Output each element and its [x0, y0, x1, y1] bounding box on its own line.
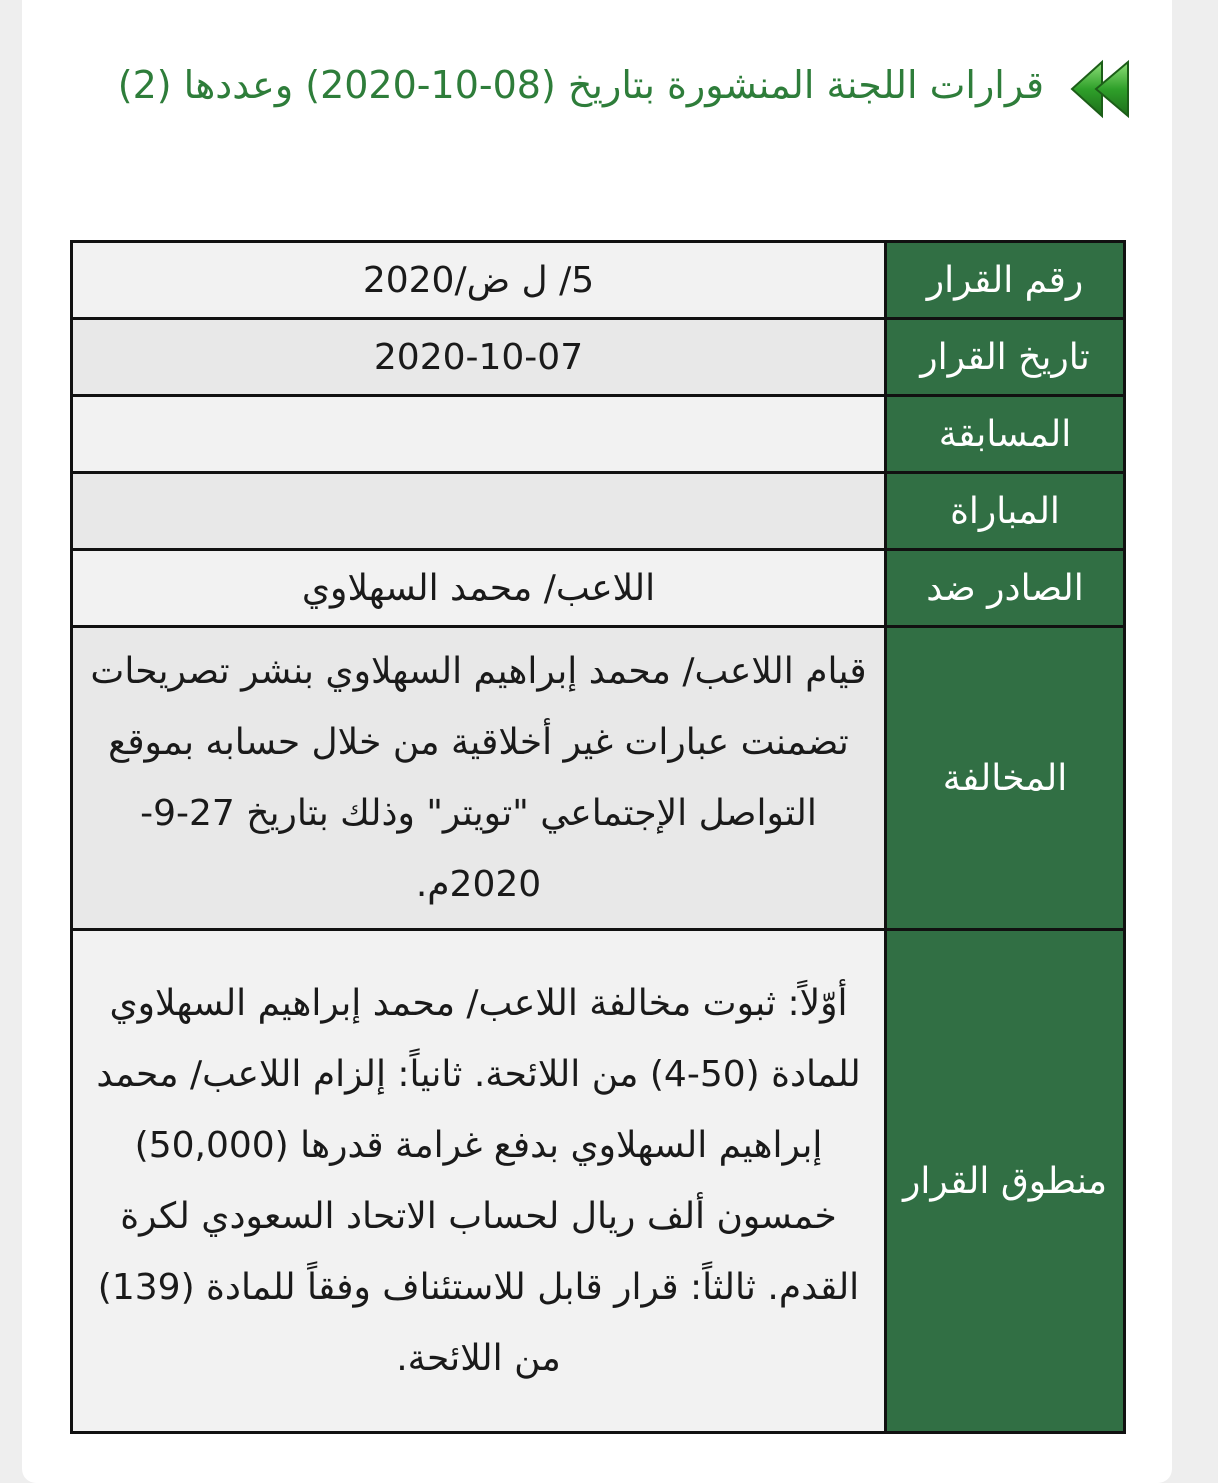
row-label: المباراة [886, 473, 1125, 550]
content-card [22, 0, 1172, 1483]
row-label: المسابقة [886, 396, 1125, 473]
decision-table [70, 240, 1126, 1434]
table-row-competition [72, 396, 1125, 473]
table-row-verdict [72, 930, 1125, 1433]
row-value: 5/ ل ض/2020 [72, 242, 886, 319]
row-value [72, 396, 886, 473]
row-value: قيام اللاعب/ محمد إبراهيم السهلاوي بنشر تصريحات تضمنت عبارات غير أخلاقية من خلال حسابه بموقع التواصل الإجتماعي "تويتر" وذلك بتاريخ 27-9-2020م. [72, 627, 886, 930]
row-value: اللاعب/ محمد السهلاوي [72, 550, 886, 627]
table-row-issued-against [72, 550, 1125, 627]
row-label: تاريخ القرار [886, 319, 1125, 396]
table-row-decision-date [72, 319, 1125, 396]
page-title: قرارات اللجنة المنشورة بتاريخ (08-10-2020) وعددها (2) [117, 63, 1044, 107]
row-label: المخالفة [886, 627, 1125, 930]
row-value: أوّلاً: ثبوت مخالفة اللاعب/ محمد إبراهيم السهلاوي للمادة (50-4) من اللائحة. ثانياً: إلزام اللاعب/ محمد إبراهيم السهلاوي بدفع غرامة قدرها (50,000) خمسون ألف ريال لحساب الاتحاد السعودي لكرة القدم. ثالثاً: قرار قابل للاستئناف وفقاً للمادة (139) من اللائحة. [72, 930, 886, 1433]
table-row-match [72, 473, 1125, 550]
table-row-violation [72, 627, 1125, 930]
row-label: منطوق القرار [886, 930, 1125, 1433]
row-label: الصادر ضد [886, 550, 1125, 627]
double-left-arrow-icon[interactable] [1070, 56, 1132, 122]
row-value: 2020-10-07 [72, 319, 886, 396]
table-row-decision-number [72, 242, 1125, 319]
row-label: رقم القرار [886, 242, 1125, 319]
section-header [82, 48, 1132, 122]
row-value [72, 473, 886, 550]
